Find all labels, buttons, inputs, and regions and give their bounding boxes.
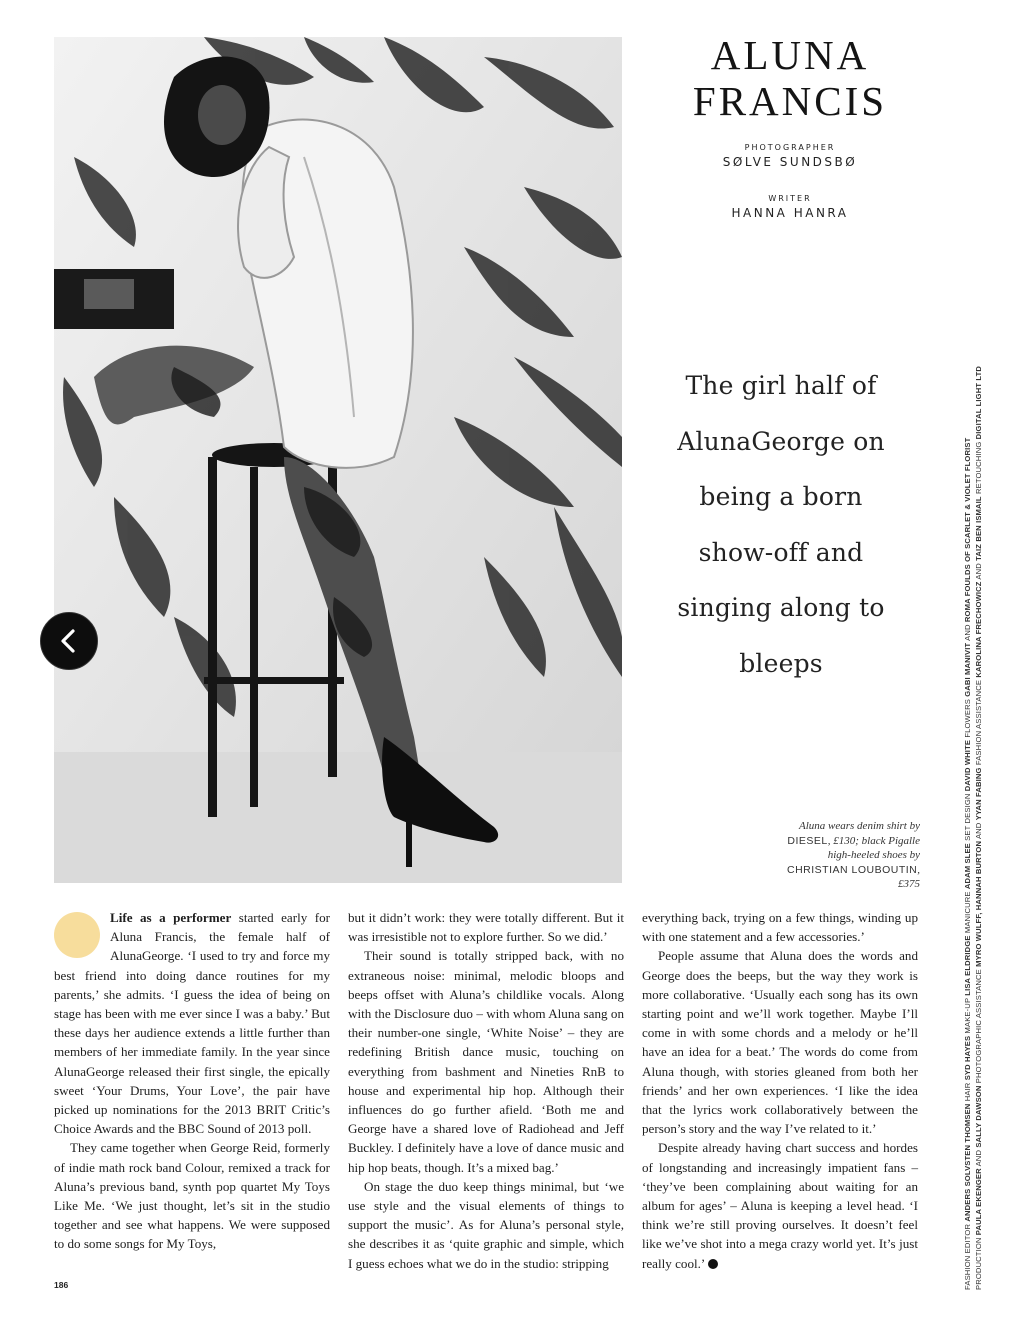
standfirst: The girl half of AlunaGeorge on being a born show-off and singing along to bleeps [677,371,885,678]
side-credits-line-1: FASHION EDITOR ANDERS SOLVSTEN THOMSEN HAIR SYD HAYES MAKE-UP LISA ELDRIDGE MANICURE ADAM SLEE SET DESIGN DAVID WHITE FLOWERS GABI MANIVIT AND ROMA FOULDS OF SCARLET & VIOLET FLORIST [963,437,972,1290]
chevron-left-icon [56,628,82,654]
side-credits [962,366,984,1290]
paragraph: but it didn’t work: they were totally different. But it was irresistible not to explore further. So we did.’ [348,910,624,945]
paragraph: everything back, trying on a few things, winding up with one statement and a few accessories.’ [642,910,918,945]
caption-brand-1: DIESEL [787,834,828,847]
paragraph [642,1138,918,1272]
article-column-3 [642,908,918,1273]
title-line-2: FRANCIS [692,78,888,124]
photographer-label: PHOTOGRAPHER [744,143,836,152]
caption-text-1: Aluna wears denim shirt by [799,820,920,832]
caption-text-3: , £375 [898,863,920,890]
drop-circle-ornament [54,912,100,958]
paragraph-text: Despite already having chart success and hordes of longstanding and increasingly impatient fans – ‘they’ve been complaining about waiting for an album for ages’ – Aluna is keeping a level head. ‘I think we’re still proving ourselves. It doesn’t feel like we’ve shot into a mega crazy world yet. It’s just really cool.’ [642,1140,918,1271]
paragraph: People assume that Aluna does the words and George does the beeps, but the way they work is more collaborative. ‘Usually each song has its own starting point and we’ll work together. Maybe I’ll come in with some chords and a melody or he’ll have an idea for a beat.’ The words do come from Aluna though, with stories gleaned from both her friends’ and her own experiences. ‘I like the idea that the lyrics work collaboratively between the person’s story and the way I’ve related to it.’ [642,948,918,1137]
paragraph [54,908,330,1138]
side-credits-line-2: PRODUCTION PAULA EKENGER AND SALLY DAWSON PHOTOGRAPHIC ASSISTANCE MYRO WULFF, HANNAH BURTON AND YYAN FABING FASHION ASSISTANCE KAROLINA FRECHOWICZ AND TAIZ BEN ISMAIL RETOUCHING DIGITAL LIGHT LTD [974,365,983,1290]
page-number: 186 [54,1280,69,1290]
title-line-1: ALUNA [710,32,870,78]
article-title [650,32,930,124]
paragraph: They came together when George Reid, formerly of indie math rock band Colour, remixed a track for Aluna’s previous band, synth pop quartet My Toys Like Me. ‘We just thought, let’s sit in the studio together and see what happens. We were supposed to do some songs for My Toys, [54,1140,330,1252]
end-mark-icon [708,1259,718,1269]
caption-brand-2: CHRISTIAN LOUBOUTIN [786,863,918,876]
article-column-2 [348,908,624,1273]
writer-name: HANNA HANRA [731,206,849,220]
photo-caption [780,819,920,892]
paragraph-text: started early for Aluna Francis, the female half of AlunaGeorge. ‘I used to try and force my best friend into doing dance routines for my parents,’ she admits. ‘I guess the idea of being on stage has been with me ever since I was a baby.’ But these days her audience extends a little further than members of her immediate family. In the year since AlunaGeorge released their first single, the epically sweet ‘Your Drums, Your Love’, the pair have picked up nominations for the 2013 BRIT Critic’s Choice Awards and the BBC Sound of 2013 poll. [54,910,330,1137]
previous-page-button[interactable] [40,612,98,670]
article-lead: Life as a performer [110,910,232,925]
portrait-photo-illustration [54,37,622,883]
paragraph: Their sound is totally stripped back, with no extraneous noise: minimal, melodic bloops and beeps offset with Aluna’s childlike vocals. Along with the Disclosure duo – with whom Aluna sang on their number-one single, ‘White Noise’ – they are redefining British dance music, touching on everything from bashment and Nineties RnB to house and experimental hip hop. Although their influences do go further afield. ‘Both me and George have a shared love of Radiohead and Jeff Buckley. I definitely have a love of dance music and hip hop beats, though. It’s a mixed bag.’ [348,948,624,1175]
article-column-1 [54,908,330,1254]
photographer-name: SØLVE SUNDSBØ [722,155,858,169]
caption-text-2: , £130; black Pigalle high-heeled shoes by [827,834,920,861]
writer-label: WRITER [768,194,812,203]
paragraph: On stage the duo keep things minimal, but ‘we use style and the visual elements of things to support the music’. As for Aluna’s personal style, she describes it as ‘quite graphic and simple, which I guess echoes what we do in the studio: stripping [348,1178,624,1271]
cover-photo [54,37,622,883]
